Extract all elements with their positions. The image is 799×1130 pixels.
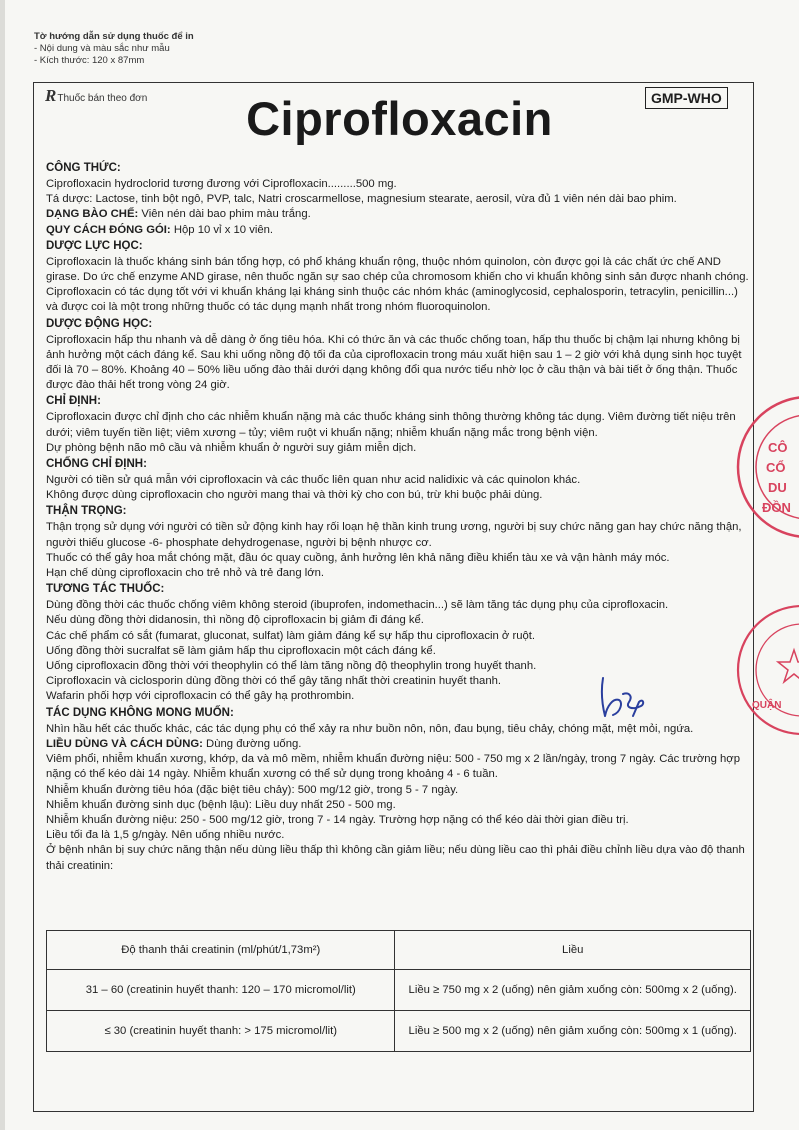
- print-notes-title: Tờ hướng dẫn sử dụng thuốc để in: [34, 31, 194, 42]
- section-text: Hạn chế dùng ciprofloxacin cho trẻ nhỏ và trẻ đang lớn.: [46, 567, 325, 580]
- section-text: Ciprofloxacin được chỉ định cho các nhiễm khuẩn nặng mà các thuốc kháng sinh thông thường không tác dụng. Viêm đường tiết niệu trên dưới; viêm tuyến tiền liệt; viêm xương – tủy; viêm ruột vi khuẩn nặng; nhiễm khuẩn nặng mắc trong bệnh viện.: [46, 411, 736, 439]
- section-precautions: [46, 503, 752, 581]
- section-text: Tá dược: Lactose, tinh bột ngô, PVP, talc, Natri croscarmellose, magnesium stearate, aerosil, vừa đủ 1 viên nén dài bao phim.: [46, 193, 677, 206]
- section-heading: CHỈ ĐỊNH:: [46, 395, 101, 408]
- stamp-text: CỔ: [766, 460, 786, 475]
- table-header-cell: Liều: [395, 931, 751, 970]
- section-packaging: [46, 223, 752, 238]
- section-indications: [46, 393, 752, 456]
- section-text: Dùng đường uống.: [206, 737, 302, 750]
- section-text: Uống ciprofloxacin đồng thời với theophylin có thể làm tăng nồng độ theophylin trong huyết thanh.: [46, 660, 537, 673]
- section-text: Thuốc có thể gây hoa mắt chóng mặt, đầu óc quay cuồng, ảnh hưởng lên khả năng điều khiển tàu xe và vận hành máy móc.: [46, 551, 670, 564]
- table-cell: Liều ≥ 500 mg x 2 (uống) nên giảm xuống còn: 500mg x 1 (uống).: [395, 1011, 751, 1052]
- section-text: Ciprofloxacin hydroclorid tương đương với Ciprofloxacin.........500 mg.: [46, 178, 397, 190]
- stamp-text: DU: [768, 480, 787, 495]
- section-heading: LIỀU DÙNG VÀ CÁCH DÙNG:: [46, 737, 203, 750]
- section-text: Viên nén dài bao phim màu trắng.: [141, 208, 311, 221]
- print-notes-line: - Nội dung và màu sắc như mẫu: [34, 43, 170, 54]
- section-text: Nhiễm khuẩn đường niệu: 250 - 500 mg/12 giờ, trong 7 - 14 ngày. Trường hợp nặng có thể kéo dài thời gian điều trị.: [46, 813, 629, 826]
- section-heading: DƯỢC LỰC HỌC:: [46, 239, 143, 252]
- section-text: Nếu dùng đồng thời didanosin, thì nồng độ ciprofloxacin bị giảm đi đáng kể.: [46, 614, 424, 627]
- table-cell: ≤ 30 (creatinin huyết thanh: > 175 micromol/lit): [47, 1011, 395, 1052]
- section-text: Các chế phẩm có sắt (fumarat, gluconat, sulfat) làm giảm đáng kể sự hấp thu ciprofloxacin ở ruột.: [46, 629, 536, 642]
- state-emblem-stamp: [722, 600, 799, 745]
- stamp-text: CÔ: [768, 440, 788, 455]
- table-row: [47, 970, 751, 1011]
- section-text: Thận trọng sử dụng với người có tiền sử động kinh hay rối loạn hệ thần kinh trung ương, người bị suy chức năng gan hay chức năng thận, người thiếu glucose -6- phosphate dehydrogenase, người bị bệnh nhược cơ.: [46, 521, 742, 549]
- section-text: Viêm phổi, nhiễm khuẩn xương, khớp, da và mô mềm, nhiễm khuẩn đường niệu: 500 - 750 mg x 2 lần/ngày, trong 7 ngày. Các trường hợp nặng có thể kéo dài 14 ngày. Nhiễm khuẩn xương có thể sử dụng trong khoảng 4 - 6 tuần.: [46, 753, 740, 781]
- table-row: [47, 1011, 751, 1052]
- section-heading: DẠNG BÀO CHẾ:: [46, 208, 139, 221]
- print-notes: [34, 31, 194, 67]
- section-pharmacokinetics: [46, 316, 752, 394]
- section-heading: CHỐNG CHỈ ĐỊNH:: [46, 458, 147, 471]
- section-text: Liều tối đa là 1,5 g/ngày. Nên uống nhiều nước.: [46, 829, 285, 842]
- section-heading: TÁC DỤNG KHÔNG MONG MUỐN:: [46, 706, 234, 719]
- stamp-text: ĐỒN: [762, 500, 791, 515]
- section-text: Ciprofloxacin hấp thu nhanh và dễ dàng ở ống tiêu hóa. Khi có thức ăn và các thuốc chống toan, hấp thu thuốc bị chậm lại nhưng không bị ảnh hưởng một cách đáng kể. Sau khi uống nồng độ tối đa của ciprofloxacin trong máu xuất hiện sau 1 – 2 giờ với khả dụng sinh học tuyệt đối là 70 – 80%. Khoảng 40 – 50% liều uống đào thải dưới dạng không đổi qua nước tiểu nhờ lọc ở cầu thận và bài tiết ở ống thận. Thuốc được đào thải hết trong vòng 24 giờ.: [46, 333, 742, 392]
- print-notes-line: - Kích thước: 120 x 87mm: [34, 55, 145, 66]
- section-text: Ciprofloxacin là thuốc kháng sinh bán tổng hợp, có phổ kháng khuẩn rộng, thuộc nhóm quinolon, còn được gọi là các chất ức chế AND girase. Do ức chế enzyme AND girase, nên thuốc ngăn sự sao chép của chromosom khiến cho vi khuẩn không sinh sản được nhanh chóng. Ciprofloxacin có tác dụng tốt với vi khuẩn kháng lại kháng sinh thuộc các nhóm khác (aminoglycosid, cephalosporin, tetracylin, penicillin...) và được coi là một trong những thuốc có tác dụng mạnh nhất trong nhóm fluoroquinolon.: [46, 255, 749, 314]
- star-icon: [778, 650, 799, 682]
- signature-stroke: [602, 678, 643, 716]
- section-text: Dự phòng bệnh não mô cầu và nhiễm khuẩn ở người suy giảm miễn dịch.: [46, 441, 417, 454]
- section-pharmacodynamics: [46, 238, 752, 316]
- page-edge: [0, 0, 5, 1130]
- section-text: Dùng đồng thời các thuốc chống viêm không steroid (ibuprofen, indomethacin...) sẽ làm tăng tác dụng phụ của ciprofloxacin.: [46, 599, 669, 612]
- section-heading: CÔNG THỨC:: [46, 162, 121, 174]
- section-text: Nhìn hầu hết các thuốc khác, các tác dụng phụ có thể xảy ra như buồn nôn, nôn, đau bụng, tiêu chảy, chóng mặt, mệt mỏi, ngứa.: [46, 722, 694, 735]
- rx-text: Thuốc bán theo đơn: [57, 93, 148, 104]
- section-dosage: [46, 737, 752, 874]
- section-heading: DƯỢC ĐỘNG HỌC:: [46, 317, 153, 330]
- section-text: Người có tiền sử quá mẫn với ciprofloxacin và các thuốc liên quan như acid nalidixic và các quinolon khác.: [46, 474, 581, 487]
- section-text: Ở bệnh nhân bị suy chức năng thận nếu dùng liều thấp thì không cần giảm liều; nếu dùng liều cao thì phải điều chỉnh liều dựa vào độ thanh thải creatinin:: [46, 844, 745, 872]
- renal-dose-table: [46, 930, 751, 1052]
- table-cell: 31 – 60 (creatinin huyết thanh: 120 – 170 micromol/lit): [47, 970, 395, 1011]
- section-text: Không được dùng ciprofloxacin cho người mang thai và thời kỳ cho con bú, trừ khi buộc phải dùng.: [46, 489, 543, 502]
- section-dosage-form: [46, 207, 752, 222]
- stamp-text: QUẬN: [752, 700, 782, 711]
- section-text: Nhiễm khuẩn đường tiêu hóa (đặc biệt tiêu chảy): 500 mg/12 giờ, trong 5 - 7 ngày.: [46, 783, 459, 796]
- section-text: Hộp 10 vỉ x 10 viên.: [173, 223, 274, 236]
- rx-icon: R: [45, 86, 57, 105]
- gmp-badge: GMP-WHO: [645, 87, 728, 109]
- section-formula: [46, 160, 752, 207]
- section-heading: QUY CÁCH ĐÓNG GÓI:: [46, 223, 171, 236]
- section-text: Ciprofloxacin và ciclosporin dùng đồng thời có thể gây tăng nhất thời creatinin huyết thanh.: [46, 675, 502, 688]
- section-text: Nhiễm khuẩn đường sinh dục (bệnh lậu): Liều duy nhất 250 - 500 mg.: [46, 798, 396, 811]
- section-text: Wafarin phối hợp với ciprofloxacin có thể gây hạ prothrombin.: [46, 690, 355, 703]
- signature-image: [593, 672, 655, 724]
- table-cell: Liều ≥ 750 mg x 2 (uống) nên giảm xuống còn: 500mg x 2 (uống).: [395, 970, 751, 1011]
- section-contraindications: [46, 456, 752, 503]
- section-heading: THẬN TRỌNG:: [46, 505, 127, 518]
- drug-title: Ciprofloxacin: [246, 92, 553, 145]
- seal-stamp: [722, 392, 799, 552]
- leaflet-content: [46, 160, 752, 874]
- table-header-row: [47, 931, 751, 970]
- section-heading: TƯƠNG TÁC THUỐC:: [46, 583, 165, 596]
- table-header-cell: Độ thanh thải creatinin (ml/phút/1,73m²): [47, 931, 395, 970]
- section-text: Uống đồng thời sucralfat sẽ làm giảm hấp thu ciprofloxacin một cách đáng kể.: [46, 644, 436, 657]
